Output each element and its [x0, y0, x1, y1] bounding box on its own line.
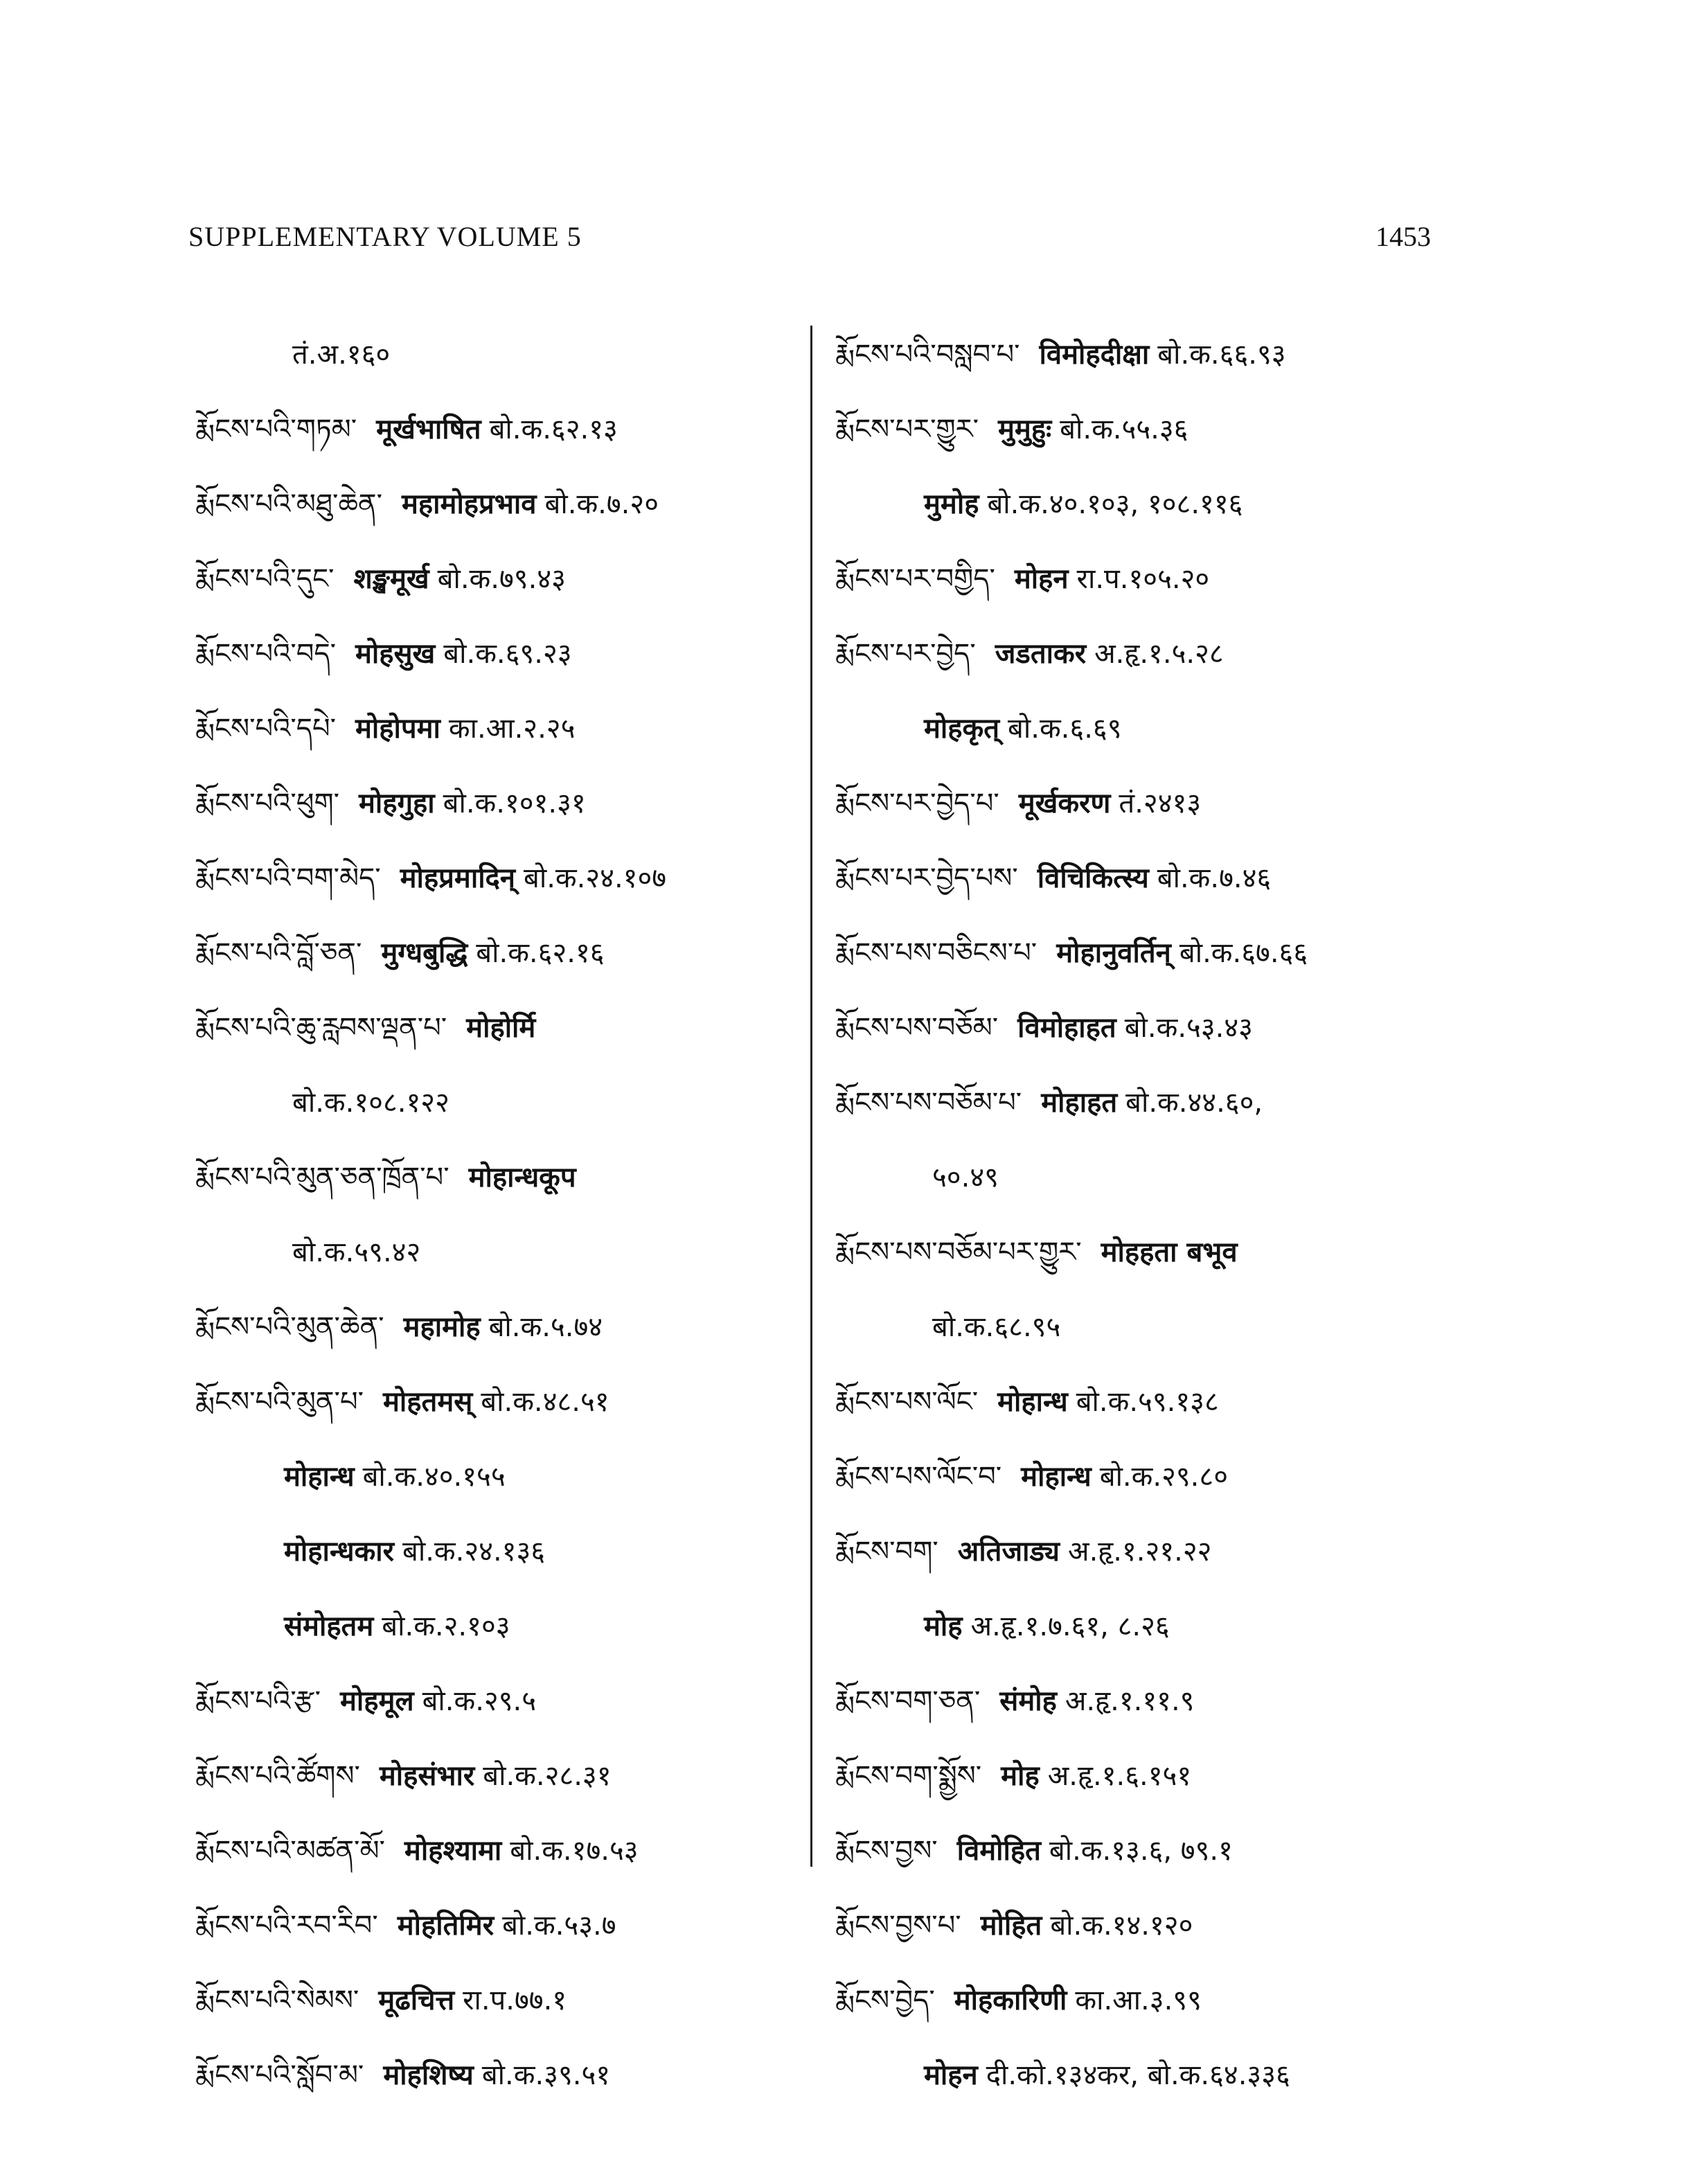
dictionary-entry [835, 392, 1459, 467]
dictionary-entry [195, 1215, 819, 1290]
tibetan-term: རྨོངས་པས་བཅིངས་པ་ [835, 937, 1037, 969]
sanskrit-headword: मोहकारिणी [954, 1985, 1067, 2016]
sanskrit-headword: मोह [924, 1610, 963, 1642]
source-reference: बो.क.५३.७ [502, 1910, 616, 1942]
dictionary-entry [835, 542, 1459, 616]
sanskrit-headword: मोहशिष्य [383, 2059, 474, 2091]
source-reference: का.आ.३.९९ [1075, 1985, 1202, 2016]
tibetan-term: རྨོངས་པས་བཅོམ་ [835, 1012, 999, 1044]
sanskrit-headword: अतिजाड्य [957, 1536, 1060, 1568]
source-reference: बो.क.५३.४३ [1124, 1012, 1253, 1044]
dictionary-entry [195, 1514, 819, 1589]
tibetan-term: རྨོངས་པའི་མཐུ་ཆེན་ [195, 488, 382, 520]
source-reference: अ.हृ.१.२१.२२ [1068, 1536, 1212, 1568]
sanskrit-headword: मोहन [1014, 563, 1069, 595]
dictionary-entry [195, 1813, 819, 1888]
dictionary-entry [835, 1813, 1459, 1888]
source-reference: बो.क.६२.१६ [476, 937, 605, 969]
dictionary-entry [195, 1739, 819, 1813]
source-reference: बो.क.२४.१३६ [402, 1536, 546, 1568]
dictionary-entry [195, 542, 819, 616]
tibetan-term: རྨོངས་པའི་མུན་ཅན་ཁྲོན་པ་ [195, 1162, 449, 1193]
tibetan-term: རྨོངས་པར་གྱུར་ [835, 414, 979, 445]
dictionary-entry [835, 1065, 1459, 1140]
source-reference: बो.क.६.६९ [1008, 713, 1122, 745]
tibetan-term: རྨོངས་པའི་སེམས་ [195, 1985, 359, 2016]
source-reference: बो.क.१७.५३ [510, 1835, 639, 1867]
dictionary-entry [835, 616, 1459, 691]
sanskrit-headword: मुग्धबुद्धि [381, 937, 468, 969]
source-reference: बो.क.१४.१२० [1050, 1910, 1193, 1942]
source-reference: दी.को.१३४कर, बो.क.६४.३३६ [986, 2059, 1290, 2091]
dictionary-entry [835, 691, 1459, 766]
tibetan-term: རྨོངས་པར་བྱེད་པ་ [835, 788, 999, 819]
tibetan-term: རྨོངས་པར་བྱེད་པས་ [835, 862, 1018, 894]
source-reference: बो.क.५९.४२ [292, 1236, 421, 1268]
source-reference: बो.क.५५.३६ [1060, 414, 1188, 445]
left-column [195, 317, 819, 2113]
tibetan-term: རྨོངས་པས་བཅོམ་པར་གྱུར་ [835, 1236, 1082, 1268]
dictionary-entry [835, 1664, 1459, 1739]
tibetan-term: རྨོངས་བག་ཅན་ [835, 1685, 981, 1717]
tibetan-term: རྨོངས་པའི་ཕུག་ [195, 788, 339, 819]
sanskrit-headword: विमोहाहत [1017, 1012, 1116, 1044]
source-reference: बो.क.२९.८० [1099, 1461, 1228, 1493]
source-reference: बो.क.३९.५१ [481, 2059, 611, 2091]
source-reference: बो.क.२८.३१ [483, 1760, 612, 1792]
source-reference: का.आ.२.२५ [448, 713, 576, 745]
source-reference: बो.क.६९.२३ [443, 638, 572, 670]
sanskrit-headword: मोहान्ध [1021, 1461, 1092, 1493]
dictionary-entry [835, 1739, 1459, 1813]
tibetan-term: རྨོངས་པའི་སློབ་མ་ [195, 2059, 364, 2091]
dictionary-entry [835, 1140, 1459, 1215]
sanskrit-headword: मोहाहत [1041, 1087, 1118, 1119]
source-reference: बो.क.२९.५ [422, 1685, 537, 1717]
dictionary-entry [195, 2038, 819, 2113]
dictionary-entry [195, 1589, 819, 1664]
source-reference: अ.हृ.१.७.६१, ८.२६ [970, 1610, 1170, 1642]
tibetan-term: རྨོངས་པའི་གཏམ་ [195, 414, 357, 445]
dictionary-entry [195, 1664, 819, 1739]
sanskrit-headword: मोहतमस् [383, 1386, 473, 1418]
sanskrit-headword: मोहान्धकूप [468, 1162, 576, 1193]
tibetan-term: རྨོངས་པའི་བདེ་ [195, 638, 336, 670]
dictionary-entry [835, 841, 1459, 916]
source-reference: बो.क.४४.६०, [1125, 1087, 1263, 1119]
source-reference: बो.क.१०१.३१ [443, 788, 586, 819]
dictionary-entry [195, 1365, 819, 1439]
tibetan-term: རྨོངས་པར་བགྱིད་ [835, 563, 995, 595]
source-reference: बो.क.२४.१०७ [524, 862, 667, 894]
dictionary-entry [835, 1290, 1459, 1365]
tibetan-term: རྨོངས་བྱས་ [835, 1835, 938, 1867]
sanskrit-headword: मोहान्ध [997, 1386, 1068, 1418]
dictionary-entry [835, 1963, 1459, 2038]
dictionary-entry [835, 1365, 1459, 1439]
tibetan-term: རྨོངས་བྱས་པ་ [835, 1910, 961, 1942]
dictionary-entry [195, 1439, 819, 1514]
sanskrit-headword: मोहगुहा [359, 788, 435, 819]
dictionary-entry [195, 991, 819, 1065]
dictionary-entry [835, 1888, 1459, 1963]
dictionary-entry [835, 2038, 1459, 2113]
dictionary-entry [195, 1963, 819, 2038]
tibetan-term: རྨོངས་པའི་མུན་པ་ [195, 1386, 364, 1418]
source-reference: बो.क.७९.४३ [437, 563, 566, 595]
tibetan-term: རྨོངས་པའི་དཔེ་ [195, 713, 336, 745]
sanskrit-headword: मोहानुवर्तिन् [1056, 937, 1171, 969]
dictionary-entry [195, 392, 819, 467]
dictionary-entry [835, 317, 1459, 392]
sanskrit-headword: मोहमूल [340, 1685, 414, 1717]
dictionary-entry [195, 467, 819, 542]
tibetan-term: རྨོངས་པའི་མུན་ཆེན་ [195, 1311, 384, 1343]
sanskrit-headword: मोहसुख [355, 638, 436, 670]
source-reference: अ.हृ.१.६.१५१ [1047, 1760, 1192, 1792]
dictionary-entry [835, 916, 1459, 991]
sanskrit-headword: मोहोर्मि [466, 1012, 536, 1044]
dictionary-entry [835, 467, 1459, 542]
tibetan-term: རྨོངས་པའི་རྩ་ [195, 1685, 321, 1717]
tibetan-term: རྨོངས་པའི་བག་མེད་ [195, 862, 381, 894]
tibetan-term: རྨོངས་པར་བྱེད་ [835, 638, 976, 670]
tibetan-term: རྨོངས་བྱེད་ [835, 1985, 935, 2016]
sanskrit-headword: मोहहता बभूव [1101, 1236, 1238, 1268]
sanskrit-headword: संमोहतम [284, 1610, 374, 1642]
running-header: SUPPLEMENTARY VOLUME 5 [188, 221, 582, 252]
source-reference: बो.क.४०.१५५ [362, 1461, 506, 1493]
source-reference: बो.क.४०.१०३, १०८.११६ [987, 488, 1243, 520]
source-reference: बो.क.६८.९५ [932, 1311, 1061, 1343]
source-reference: बो.क.५९.१३८ [1076, 1386, 1219, 1418]
source-reference: बो.क.५.७४ [488, 1311, 603, 1343]
sanskrit-headword: विमोहित [956, 1835, 1041, 1867]
source-reference: बो.क.२.१०३ [382, 1610, 510, 1642]
source-reference: अ.हृ.१.५.२८ [1094, 638, 1224, 670]
sanskrit-headword: मोह [1001, 1760, 1040, 1792]
source-reference: बो.क.६२.१३ [489, 414, 618, 445]
dictionary-entry [195, 691, 819, 766]
sanskrit-headword: मोहकृत् [924, 713, 1000, 745]
dictionary-entry [835, 766, 1459, 841]
dictionary-entry [195, 841, 819, 916]
sanskrit-headword: विचिकित्स्य [1037, 862, 1149, 894]
source-reference: बो.क.१३.६, ७९.१ [1049, 1835, 1233, 1867]
dictionary-entry [195, 1140, 819, 1215]
tibetan-term: རྨོངས་པས་བཅོམ་པ་ [835, 1087, 1022, 1119]
source-reference: तं.२४१३ [1119, 788, 1202, 819]
sanskrit-headword: मुमोह [924, 488, 979, 520]
tibetan-term: རྨོངས་པས་ལོང་ [835, 1386, 979, 1418]
tibetan-term: རྨོངས་པའི་ཆུ་རླབས་ལྡན་པ་ [195, 1012, 447, 1044]
page-number: 1453 [1375, 221, 1431, 252]
tibetan-term: རྨོངས་པས་ལོང་བ་ [835, 1461, 1002, 1493]
source-reference: बो.क.६७.६६ [1179, 937, 1308, 969]
dictionary-entry [835, 1589, 1459, 1664]
sanskrit-headword: संमोह [999, 1685, 1057, 1717]
sanskrit-headword: मुमुहुः [998, 414, 1052, 445]
sanskrit-headword: मोहन [924, 2059, 978, 2091]
tibetan-term: རྨོངས་པའི་བློ་ཅན་ [195, 937, 362, 969]
source-reference: रा.प.७७.१ [463, 1985, 567, 2016]
dictionary-entry [195, 317, 819, 392]
source-reference: बो.क.१०८.१२२ [292, 1087, 449, 1119]
tibetan-term: རྨོངས་པའི་ཚོགས་ [195, 1760, 360, 1792]
tibetan-term: རྨོངས་བག་ [835, 1536, 938, 1568]
source-reference: रा.प.१०५.२० [1076, 563, 1210, 595]
source-reference: ५०.४९ [932, 1162, 999, 1193]
column-divider [810, 326, 812, 1867]
sanskrit-headword: शङ्खमूर्ख [353, 563, 429, 595]
tibetan-term: རྨོངས་པའི་མཚན་མོ་ [195, 1835, 385, 1867]
tibetan-term: རྨོངས་བག་སྨྱོས་ [835, 1760, 982, 1792]
right-column [835, 317, 1459, 2113]
sanskrit-headword: मोहान्ध [284, 1461, 355, 1493]
tibetan-term: རྨོངས་པའི་རབ་རིབ་ [195, 1910, 378, 1942]
dictionary-entry [195, 766, 819, 841]
tibetan-term: རྨོངས་པའི་བསླབ་པ་ [835, 339, 1020, 371]
sanskrit-headword: जडताकर [995, 638, 1087, 670]
dictionary-entry [195, 1290, 819, 1365]
sanskrit-headword: मोहसंभार [379, 1760, 475, 1792]
sanskrit-headword: मूढचित्त [378, 1985, 455, 2016]
source-reference: बो.क.४८.५१ [481, 1386, 609, 1418]
source-reference: बो.क.७.४६ [1157, 862, 1272, 894]
dictionary-entry [195, 1888, 819, 1963]
dictionary-entry [835, 1215, 1459, 1290]
sanskrit-headword: मोहश्यामा [404, 1835, 502, 1867]
sanskrit-headword: मूर्खभाषित [376, 414, 481, 445]
sanskrit-headword: मोहप्रमादिन् [400, 862, 516, 894]
dictionary-entry [835, 991, 1459, 1065]
dictionary-entry [195, 616, 819, 691]
dictionary-entry [835, 1514, 1459, 1589]
dictionary-entry [195, 1065, 819, 1140]
source-reference: अ.हृ.१.११.९ [1065, 1685, 1195, 1717]
source-reference: तं.अ.१६० [292, 339, 391, 371]
sanskrit-headword: मोहोपमा [355, 713, 440, 745]
source-reference: बो.क.७.२० [544, 488, 659, 520]
sanskrit-headword: महामोह [403, 1311, 481, 1343]
sanskrit-headword: मोहित [980, 1910, 1042, 1942]
sanskrit-headword: मोहान्धकार [284, 1536, 394, 1568]
tibetan-term: རྨོངས་པའི་དུང་ [195, 563, 335, 595]
source-reference: बो.क.६६.९३ [1157, 339, 1286, 371]
sanskrit-headword: विमोहदीक्षा [1039, 339, 1150, 371]
dictionary-entry [195, 916, 819, 991]
sanskrit-headword: महामोहप्रभाव [402, 488, 537, 520]
sanskrit-headword: मूर्खकरण [1018, 788, 1111, 819]
sanskrit-headword: मोहतिमिर [397, 1910, 495, 1942]
dictionary-entry [835, 1439, 1459, 1514]
